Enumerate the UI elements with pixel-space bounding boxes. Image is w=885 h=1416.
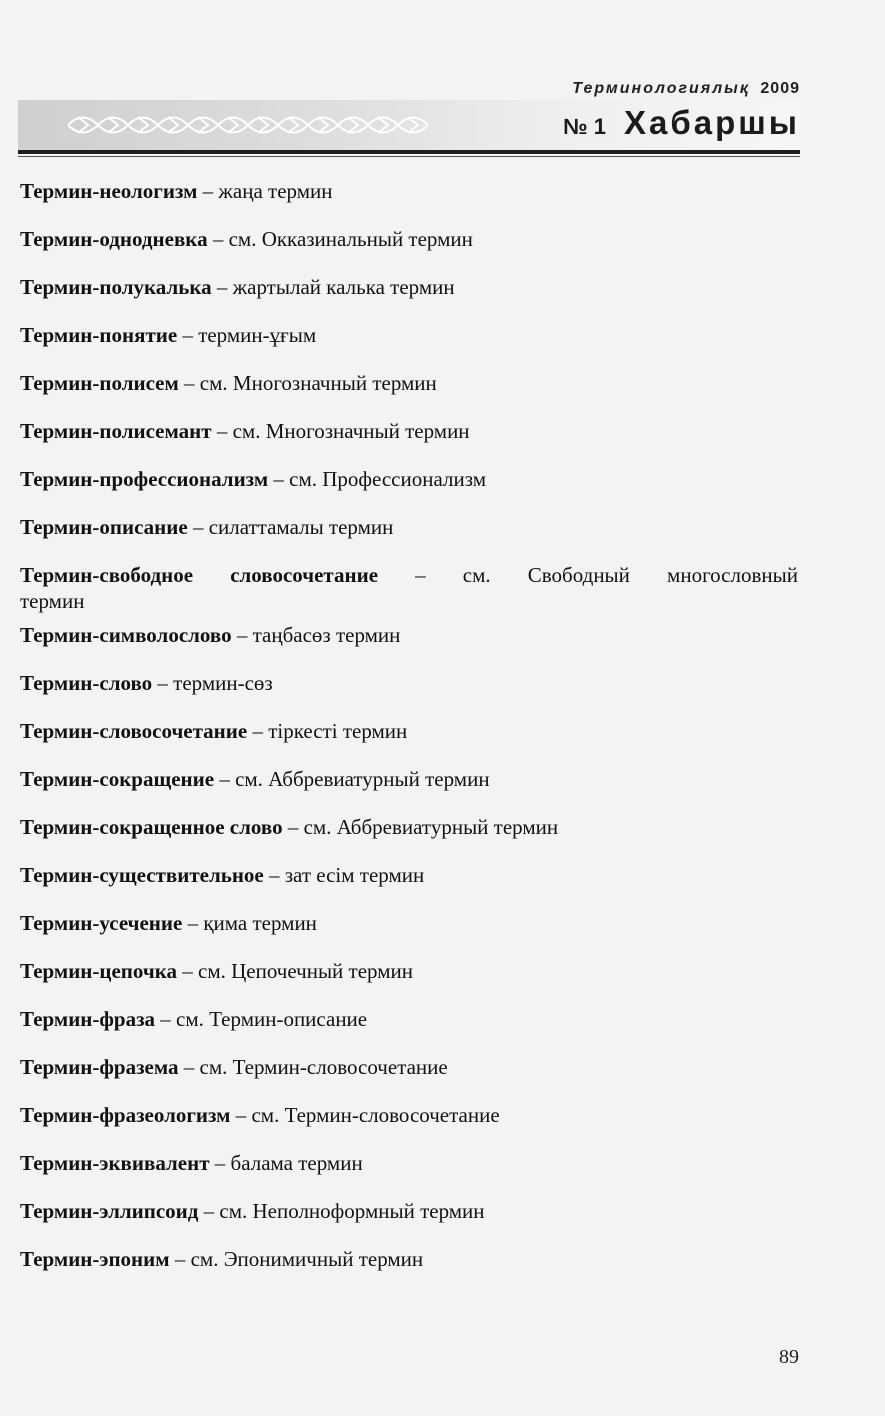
entry-definition: – см. Цепочечный термин	[177, 959, 413, 983]
entry-term: Термин-описание	[20, 515, 188, 539]
entry-definition: – қима термин	[182, 911, 317, 935]
glossary-entry	[20, 910, 798, 936]
glossary-entry	[20, 1054, 798, 1080]
entry-definition: – см. Термин-описание	[155, 1007, 368, 1031]
glossary-entry	[20, 622, 798, 648]
glossary-entry	[20, 814, 798, 840]
entry-term: Термин-эпоним	[20, 1247, 170, 1271]
entry-term: Термин-эллипсоид	[20, 1199, 199, 1223]
entry-term: Термин-неологизм	[20, 179, 198, 203]
glossary-entry	[20, 670, 798, 696]
entry-definition: – см. Окказинальный термин	[207, 227, 473, 251]
entry-definition: – термин-ұғым	[177, 323, 317, 347]
entry-definition-continued: термин	[20, 589, 85, 613]
glossary-entry	[20, 718, 798, 744]
glossary-entry	[20, 862, 798, 888]
issue-number: № 1	[563, 114, 607, 139]
page-number: 89	[779, 1346, 799, 1368]
journal-header	[572, 80, 800, 98]
entry-term: Термин-полисем	[20, 371, 179, 395]
ornament-pattern-icon	[68, 108, 438, 142]
entry-definition: – см. Профессионализм	[268, 467, 486, 491]
entry-definition: – зат есім термин	[263, 863, 425, 887]
entry-term: Термин-символослово	[20, 623, 232, 647]
glossary-list	[20, 178, 798, 1294]
glossary-entry	[20, 178, 798, 204]
entry-definition: – тіркесті термин	[247, 719, 408, 743]
journal-title: Терминологиялық	[572, 80, 750, 97]
glossary-entry	[20, 514, 798, 540]
entry-term: Термин-словосочетание	[20, 719, 248, 743]
entry-term: Термин-усечение	[20, 911, 183, 935]
glossary-entry	[20, 466, 798, 492]
entry-definition: – таңбасөз термин	[231, 623, 401, 647]
banner-title	[563, 104, 800, 142]
entry-term: Термин-полукалька	[20, 275, 212, 299]
entry-term: Термин-однодневка	[20, 227, 208, 251]
glossary-entry	[20, 1198, 798, 1224]
entry-definition: – см. Термин-словосочетание	[178, 1055, 448, 1079]
entry-definition: – термин-сөз	[152, 671, 273, 695]
glossary-entry	[20, 1006, 798, 1032]
glossary-entry	[20, 1246, 798, 1272]
entry-term: Термин-слово	[20, 671, 153, 695]
glossary-entry	[20, 226, 798, 252]
entry-definition: – см. Термин-словосочетание	[230, 1103, 500, 1127]
entry-definition: – см. Многозначный термин	[178, 371, 437, 395]
glossary-entry	[20, 1150, 798, 1176]
glossary-entry	[20, 958, 798, 984]
entry-term: Термин-существительное	[20, 863, 264, 887]
glossary-entry	[20, 766, 798, 792]
entry-term: Термин-понятие	[20, 323, 178, 347]
glossary-entry	[20, 274, 798, 300]
entry-definition: – жартылай калька термин	[211, 275, 455, 299]
glossary-entry	[20, 562, 798, 614]
entry-term: Термин-фраза	[20, 1007, 156, 1031]
journal-name: Хабаршы	[624, 104, 800, 141]
entry-definition: – жаңа термин	[197, 179, 333, 203]
entry-definition: – см. Многозначный термин	[211, 419, 470, 443]
entry-term: Термин-сокращение	[20, 767, 215, 791]
entry-definition: – см. Свободный многословный	[378, 563, 798, 587]
entry-term: Термин-фразема	[20, 1055, 179, 1079]
entry-term: Термин-свободное словосочетание	[20, 563, 379, 587]
header-banner	[18, 100, 800, 150]
entry-term: Термин-цепочка	[20, 959, 177, 983]
entry-definition: – силаттамалы термин	[187, 515, 394, 539]
header-rule	[18, 150, 800, 154]
entry-term: Термин-полисемант	[20, 419, 212, 443]
entry-definition: – см. Неполноформный термин	[198, 1199, 485, 1223]
entry-term: Термин-профессионализм	[20, 467, 269, 491]
entry-term: Термин-фразеологизм	[20, 1103, 231, 1127]
header-rule-thin	[18, 156, 800, 157]
glossary-entry	[20, 370, 798, 396]
entry-term: Термин-эквивалент	[20, 1151, 210, 1175]
entry-first-line	[20, 562, 798, 588]
entry-definition: – см. Аббревиатурный термин	[214, 767, 490, 791]
entry-definition: – см. Аббревиатурный термин	[282, 815, 559, 839]
journal-year: 2009	[760, 80, 800, 97]
glossary-entry	[20, 418, 798, 444]
entry-definition: – балама термин	[209, 1151, 363, 1175]
entry-term: Термин-сокращенное слово	[20, 815, 283, 839]
entry-definition: – см. Эпонимичный термин	[169, 1247, 424, 1271]
glossary-entry	[20, 322, 798, 348]
glossary-entry	[20, 1102, 798, 1128]
